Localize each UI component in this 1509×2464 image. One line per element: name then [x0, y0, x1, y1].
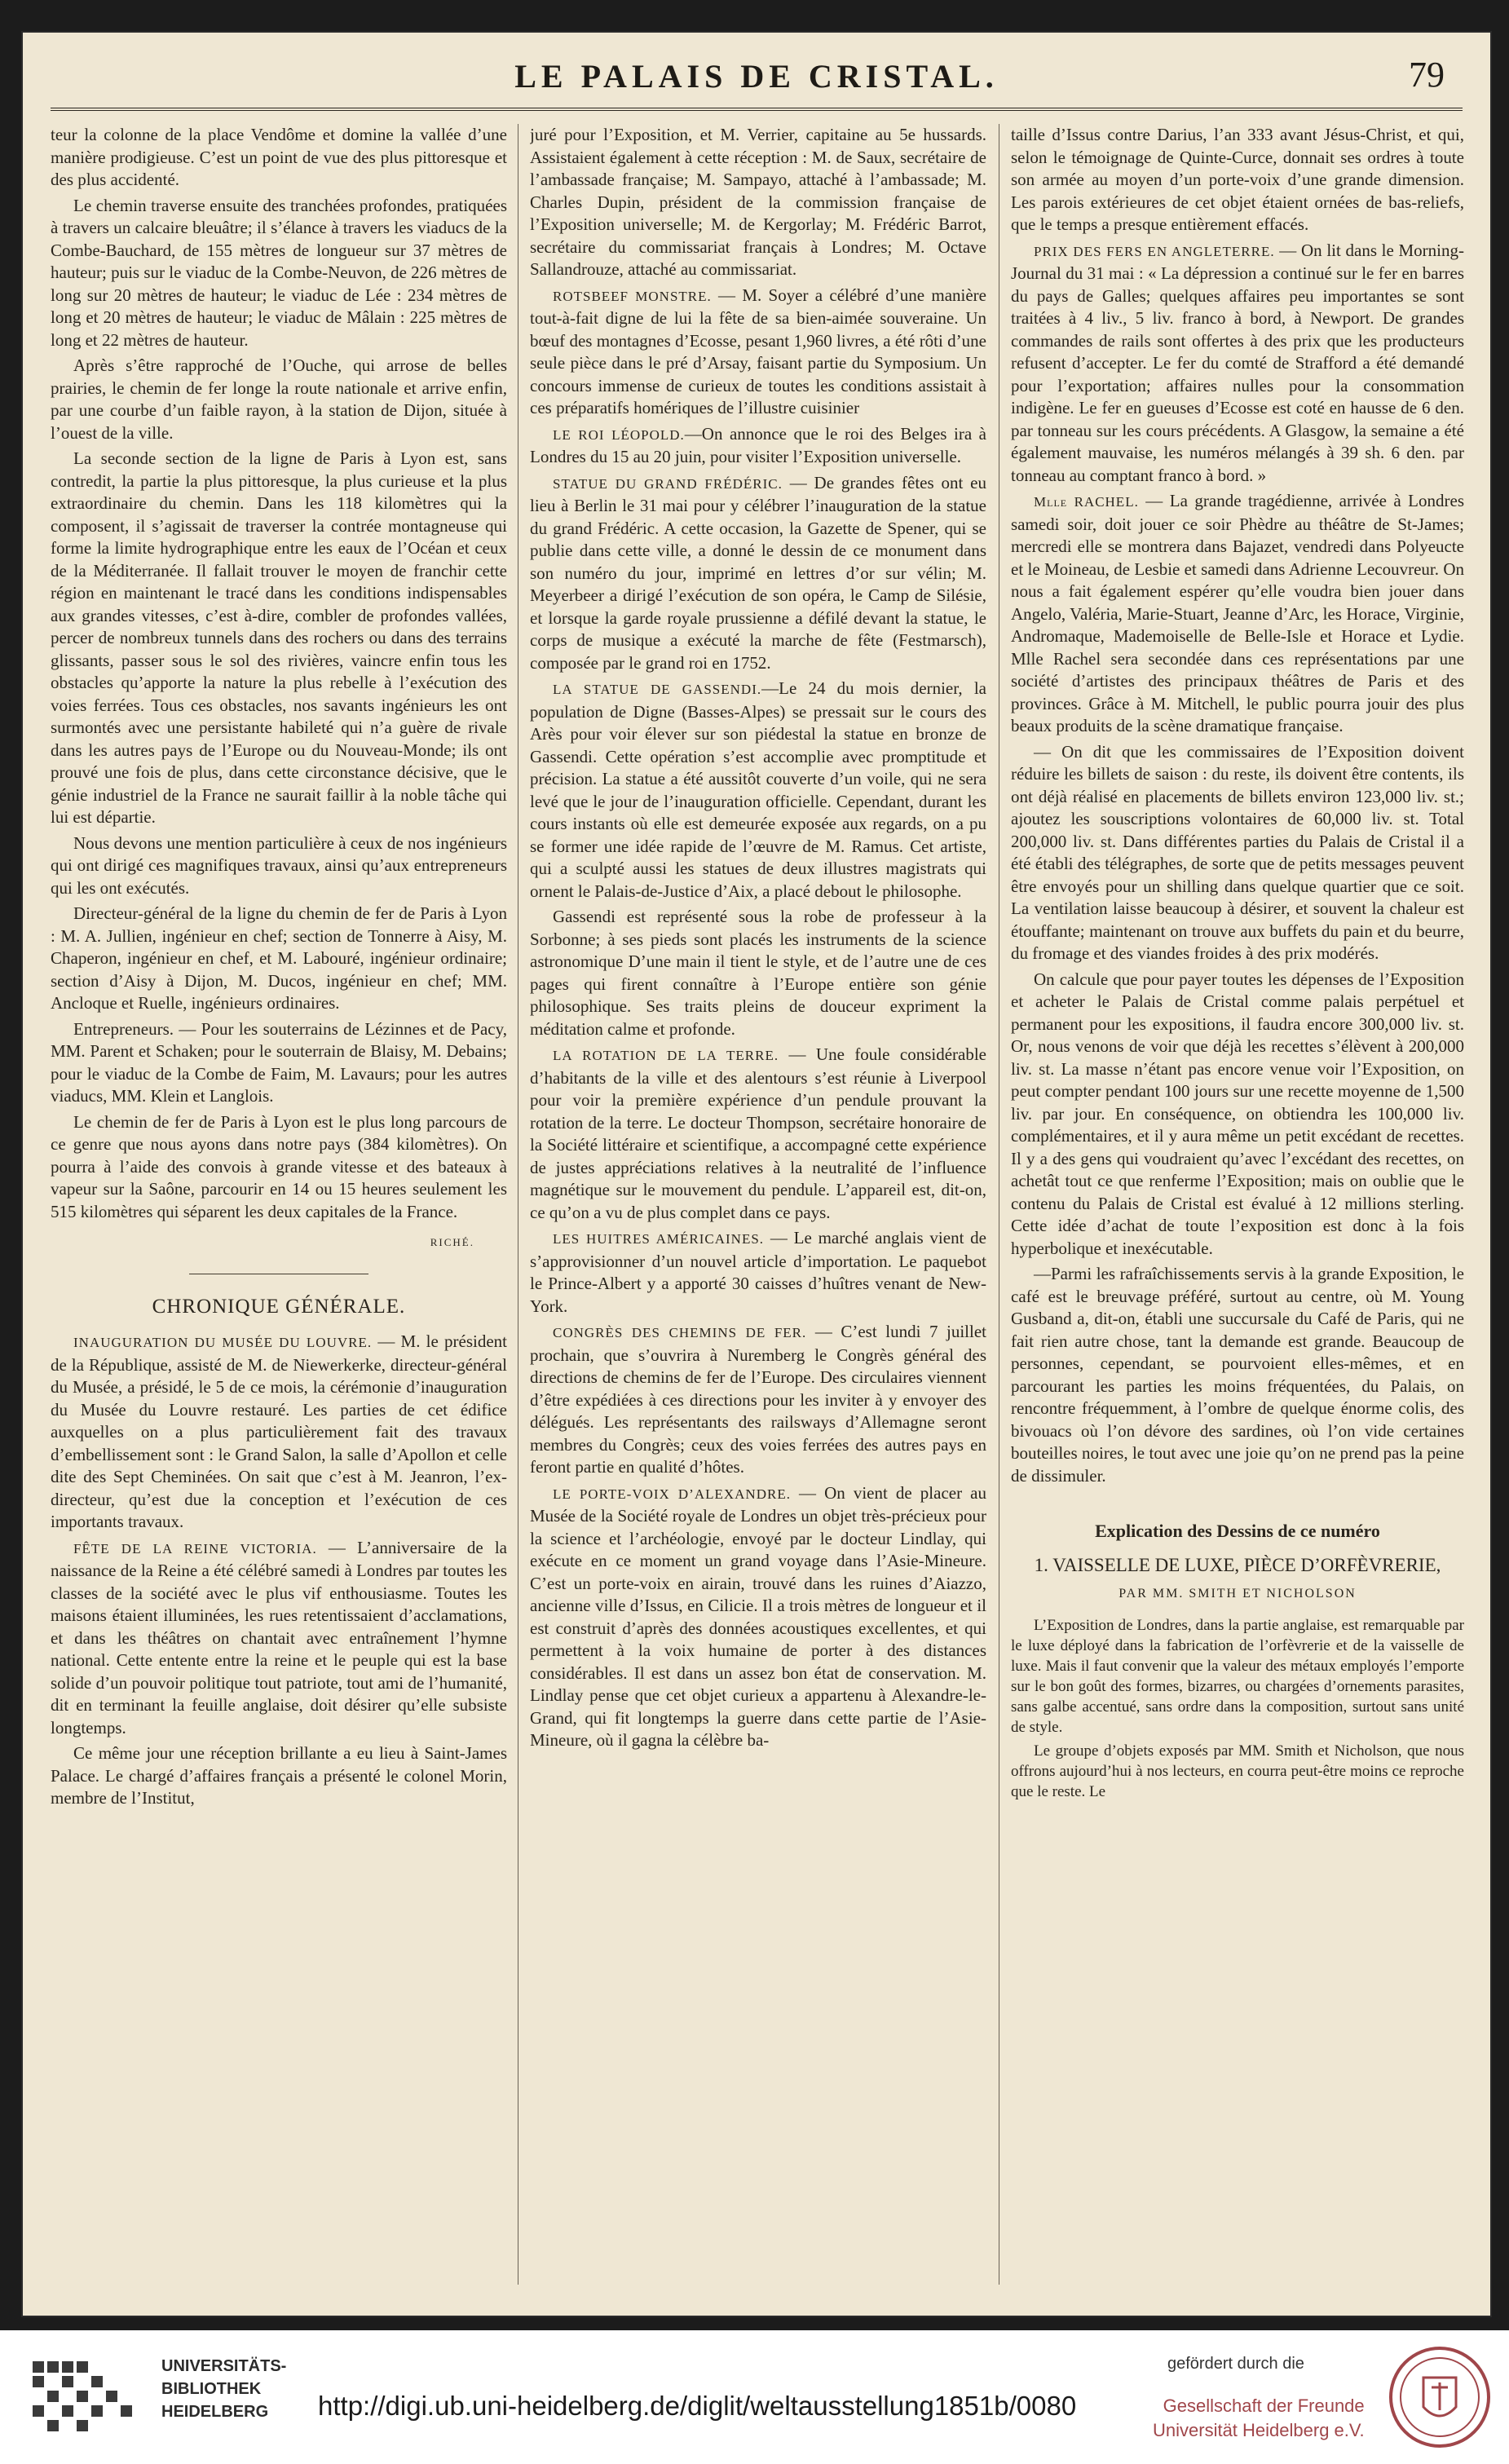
paragraph: taille d’Issus contre Darius, l’an 333 avant Jésus-Christ, et qui, selon le témoignage de Quinte-Curce, donnait ses ordres à toute son armée au moyen d’un porte-voix d’une grande dimension. Les parois extérieures de cet objet étaient ornées de bas-reliefs, que le temps a presque entièrement effacés.	[1011, 125, 1464, 234]
news-item-lead: FÊTE DE LA REINE VICTORIA.	[73, 1540, 317, 1557]
paragraph: juré pour l’Exposition, et M. Verrier, capitaine au 5e hussards. Assistaient également à cette réception : M. de Saux, secrétaire de l’ambassade française; M. Sampayo, attaché à l’ambassade; M. Charles Dupin, président de la commission française de l’Exposition universelle; M. de Kergorlay; M. Frédéric Barrot, secrétaire du commissariat français à Londres; M. Octave Sallandrouze, attaché au commissariat.	[530, 125, 986, 279]
news-item	[51, 1537, 507, 1740]
news-item-lead: CONGRÈS DES CHEMINS DE FER.	[553, 1325, 807, 1340]
news-item	[530, 423, 986, 469]
news-item	[1011, 490, 1464, 738]
news-item-lead: LA ROTATION DE LA TERRE.	[553, 1048, 779, 1063]
news-item	[530, 472, 986, 675]
paragraph: L’Exposition de Londres, dans la partie anglaise, est remarquable par le luxe déployé dans la fabrication de l’orfèvrerie et de la vaisselle de luxe. Mais il faut convenir que la valeur des métaux employés l’emporte sur le bon goût des formes, bizarres, ou chargées d’ornements parasites, sans galbe accentué, sans ordre dans la composition, surtout sans unité de style.	[1011, 1616, 1464, 1736]
news-item	[530, 1227, 986, 1318]
page-number: 79	[1409, 55, 1445, 95]
news-item-lead: LA STATUE DE GASSENDI.	[553, 682, 762, 697]
section-heading: CHRONIQUE GÉNÉRALE.	[152, 1295, 406, 1318]
news-item-text: — C’est lundi 7 juillet prochain, que s’ouvrira à Nuremberg le Congrès général des directions de chemins de fer de l’Europe. Des circulaires viennent d’être expédiées à ces directions pour les inviter à y envoyer des délégués. Les représentants des railsways d’Allemagne seront membres du Congrès; ceux des voies ferrées des autres pays en feront partie en qualité d’hôtes.	[530, 1322, 986, 1477]
news-item	[530, 285, 986, 420]
paragraph: La seconde section de la ligne de Paris à Lyon est, sans contredit, la partie la plus pittoresque, la plus curieuse et la plus extraordinaire du chemin. Dans les 118 kilomètres qui la composent, il s’agissait de traverser la contrée montagneuse qui forme la limite hydrographique entre les eaux de l’Océan et ceux de la Méditerranée. Il fallait trouver le moyen de franchir cette région en maintenant le tracé dans les conditions indispensables aux grandes vitesses, c’est à-dire, combler de profondes vallées, percer de nombreux tunnels dans des rochers ou dans des terrains glissants, passer sous le sol des rivières, vaincre enfin tous les obstacles qu’apporte la nature la plus rebelle à l’exécution des voies ferrées. Tous ces obstacles, nos savants ingénieurs les ont surmontés avec une persistante habileté qui n’a guère de rivale dans les autres pays de l’Europe ou du Nouveau-Monde; ils ont prouvé une fois de plus, dans cette circonstance décisive, que le génie industriel de la France ne saurait faillir à la noble tâche qui lui est départie.	[51, 448, 507, 827]
news-item	[530, 1044, 986, 1224]
news-item-text: — On lit dans le Morning-Journal du 31 mai : « La dépression a continué sur le fer en barres du pays de Galles; quelques affaires peu importantes se sont traitées à 4 liv., 5 liv. franco à bord, à Newport. De grandes commandes de rails sont offertes à des prix que les producteurs refusent d’accepter. Le fer du comté de Strafford a été demandé pour l’exportation; affaires nulles pour la consommation indigène. Le fer en gueuses d’Ecosse est coté en hausse de 6 den. par tonneau sur les cours précédents. A Glasgow, la semaine a été également mauvaise, les numéros mélangés à 39 sh. 6 den. par tonneau au comptant franco à bord. »	[1011, 240, 1464, 485]
paragraph: Le chemin de fer de Paris à Lyon est le plus long parcours de ce genre que nous ayons dans notre pays (384 kilomètres). On pourra à l’aide des convois à grande vitesse et des bateaux à vapeur sur la Saône, parcourir en 14 ou 15 heures seulement les 515 kilomètres qui séparent les deux capitales de la France.	[51, 1111, 507, 1221]
paragraph: Nous devons une mention particulière à ceux de nos ingénieurs qui ont dirigé ces magnifiques travaux, ainsi qu’aux entrepreneurs qui les ont exécutés.	[51, 832, 507, 898]
news-item-lead: LE PORTE-VOIX D’ALEXANDRE.	[553, 1486, 791, 1502]
news-item-text: — On vient de placer au Musée de la Société royale de Londres un objet très-précieux pour la science et l’archéologie, envoyé par le docteur Lindlay, qui exécute en ce moment un grand voyage dans l’Asie-Mineure. C’est un porte-voix en airain, trouvé dans les ruines d’Aiazzo, ancienne ville d’Issus, en Cilicie. Il a trois mètres de longueur et il est construit d’après des données acoustiques excellentes, et qui permettent à la voix humaine de porter à des distances considérables. Il est dans un assez bon état de conservation. M. Lindlay pense que cet objet curieux a appartenu à Alexandre-le-Grand, qui fit longtemps la guerre dans cette partie de l’Asie-Mineure, où il gagna la célèbre ba-	[530, 1482, 986, 1750]
news-item-lead: INAUGURATION DU MUSÉE DU LOUVRE.	[73, 1335, 373, 1350]
header-rule	[51, 108, 1463, 111]
university-seal-icon	[1388, 2345, 1492, 2449]
running-head	[23, 51, 1490, 99]
paragraph: Après s’être rapproché de l’Ouche, qui arrose de belles prairies, le chemin de fer longe la route nationale et arrive enfin, par une courbe d’un faible rayon, à la station de Dijon, située à l’ouest de la ville.	[51, 355, 507, 443]
news-item-text: — Une foule considérable d’habitants de la ville et des alentours s’est réunie à Liverpool pour voir la première expérience d’un pendule prouvant la rotation de la terre. Le docteur Thompson, secrétaire honoraire de la Société littéraire et scientifique, a accompagné cette expérience de justes appréciations relatives à la neutralité de l’influence magnétique sur le mouvement du pendule. L’appareil est, dit-on, ce qu’on a vu de plus complet dans ce pays.	[530, 1044, 986, 1222]
paragraph: Entrepreneurs. — Pour les souterrains de Lézinnes et de Pacy, MM. Parent et Schaken; pour le souterrain de Blaisy, M. Debains; pour le viaduc de la Combe de Faim, M. Lavaurs; pour les autres viaducs, MM. Klein et Langlois.	[51, 1018, 507, 1106]
newspaper-page	[23, 33, 1490, 2316]
paragraph: Gassendi est représenté sous la robe de professeur à la Sorbonne; à ses pieds sont placés les instruments de la science astronomique D’une main il tient le style, et de l’autre une de ces pages qui firent connaître à l’Europe entière son génie philosophique. Ses traits pleins de douceur expriment la méditation calme et profonde.	[530, 907, 986, 1039]
news-item-lead: STATUE DU GRAND FRÉDÉRIC.	[553, 475, 783, 492]
funded-by-label: gefördert durch die	[1167, 2355, 1304, 2373]
column-3	[1011, 124, 1464, 2285]
column-1	[51, 124, 507, 2285]
news-item	[530, 678, 986, 903]
news-item	[51, 1331, 507, 1534]
permalink-url[interactable]: http://digi.ub.uni-heidelberg.de/diglit/weltausstellung1851b/0080	[318, 2391, 1077, 2421]
viewer-footer	[0, 2330, 1509, 2464]
paragraph: Le chemin traverse ensuite des tranchées profondes, pratiquées à travers un calcaire bleuâtre; il s’élance à travers les viaducs de la Combe-Bauchard, de 155 mètres de longueur sur 37 mètres de hauteur; puis sur le viaduc de la Combe-Neuvon, de 226 mètres de long sur 20 mètres de hauteur; le viaduc de Lée : 234 mètres de long et 20 mètres de hauteur; le viaduc de Mâlain : 225 mètres de long et 22 mètres de hauteur.	[51, 195, 507, 350]
news-item-lead: LES HUITRES AMÉRICAINES.	[553, 1231, 765, 1247]
news-item	[530, 1482, 986, 1752]
news-item-text: —Le 24 du mois dernier, la population de Digne (Basses-Alpes) se pressait sur le cours des Arès pour voir élever sur son piédestal la statue en bronze de Gassendi. Cette opération s’est accomplie avec promptitude et précision. La statue a été aussitôt couverte d’un voile, qui ne sera levé que le jour de l’inauguration officielle. Cependant, durant les cours instants où elle est demeurée exposée aux regards, on a pu se former une idée rapide de l’œuvre de M. Ramus. Cet artiste, qui a sculpté aussi les statues de deux illustres magistrats qui ornent le Palais-de-Justice d’Aix, a placé debout le philosophe.	[530, 678, 986, 901]
paragraph: On calcule que pour payer toutes les dépenses de l’Exposition et acheter le Palais de Cristal comme palais perpétuel et permanent pour les expositions, il faudra encore 300,000 liv. st. Or, nous venons de voir que déjà les recettes s’élèvent à 200,000 liv. st. La masse n’étant pas encore venue voir l’Exposition, on peut compter pendant 100 jours sur une recette moyenne de 1,500 liv. par jour. En conséquence, on obtiendra les 100,000 liv. complémentaires, et il y aura même un petit excédant de recettes. Il y a des gens qui voudraient qu’avec l’excédant des recettes, on achetât tout ce que renferme l’Exposition; mais on oublie que le contenu du Palais de Cristal est évalué à 12 millions sterling. Cette idée d’achat de toute l’exposition est donc à la fois hyperbolique et inexécutable.	[1011, 969, 1464, 1258]
news-item-lead: LE ROI LÉOPOLD.	[553, 426, 685, 443]
news-item-text: —On annonce que le roi des Belges ira à Londres du 15 au 20 juin, pour visiter l’Exposition universelle.	[530, 423, 986, 466]
news-item-text: — L’anniversaire de la naissance de la Reine a été célébré samedi à Londres par toutes les classes de la société avec le plus vif enthousiasme. Toutes les maisons étaient illuminées, les rues retentissaient d’acclamations, et dans les théâtres on chantait avec entraînement l’hymne national. Cette entente entre la reine et le peuple qui est la base solide d’un pouvoir politique tout patriote, tout ami de l’humanité, dit en terminant la feuille anglaise, doit désirer qu’elle subsiste longtemps.	[51, 1537, 507, 1738]
news-item-text: — La grande tragédienne, arrivée à Londres samedi soir, doit jouer ce soir Phèdre au théâtre de St-James; mercredi elle se montrera dans Bajazet, vendredi dans Polyeucte et le Moineau, de Lesbie et samedi dans Adrienne Lecouvreur. On nous a fait également espérer qu’elle voudra bien jouer dans Angelo, Valéria, Marie-Stuart, Jeanne d’Arc, les Horace, Virginie, Andromaque, Mademoiselle de Belle-Isle et Horace et Lydie. Mlle Rachel sera secondée dans ces représentations par une société d’artistes des principaux théâtres de Paris et des provinces. Grâce à M. Mitchell, le public pourra jouir des plus beaux produits de la scène dramatique française.	[1011, 491, 1464, 735]
plate-item-title: 1. VAISSELLE DE LUXE, PIÈCE D’ORFÈVRERIE,	[1034, 1554, 1441, 1575]
news-item-text: — De grandes fêtes ont eu lieu à Berlin le 31 mai pour y célébrer l’inauguration de la statue du grand Frédéric. A cette occasion, la Gazette de Spener, qui se publie dans cette ville, a donné le dessin de ce monument dans son numéro du jour, imprimé en lettres d’or sur vélin; M. Meyerbeer a dirigé l’exécution de son opéra, le Camp de Silésie, et lorsque la garde royale prussienne a défilé devant la statue, le corps de musique a exécuté la marche de fête (Festmarsch), composée par le grand roi en 1752.	[530, 472, 986, 673]
sponsor-name[interactable]: Gesellschaft der Freunde Universität Heidelberg e.V.	[1153, 2396, 1365, 2440]
column-2	[530, 124, 986, 2285]
library-logo-icon[interactable]	[28, 2353, 150, 2443]
plate-author: PAR MM. SMITH ET NICHOLSON	[1119, 1587, 1357, 1601]
library-name[interactable]: UNIVERSITÄTS- BIBLIOTHEK HEIDELBERG	[161, 2357, 287, 2421]
paragraph: Directeur-général de la ligne du chemin de fer de Paris à Lyon : M. A. Jullien, ingénieur en chef; section de Tonnerre à Aisy, M. Chaperon, ingénieur en chef, et M. Labouré, ingénieur ordinaire; section d’Aisy à Dijon, M. Ducos, ingénieur en chef; MM. Ancloque et Ruelle, ingénieurs ordinaires.	[51, 903, 507, 1013]
paragraph: —Parmi les rafraîchissements servis à la grande Exposition, le café est le breuvage préféré, surtout au centre, où M. Young Gusband a, dit-on, établi une succursale du Café de Paris, qui ne fait rien autre chose, tant la demande est grande. Beaucoup de personnes, cependant, se pourvoient elles-mêmes, et en parcourant les parties les moins fréquentées, du Palais, on rencontre fréquemment, à l’ombre de quelque énorme colis, des bivouacs où l’on dévore des sardines, où l’on vide certaines bouteilles noires, le tout avec une joie qu’on ne prend pas la peine de dissimuler.	[1011, 1264, 1464, 1486]
news-item-lead: Mlle RACHEL.	[1034, 494, 1139, 510]
news-item-text: — M. le président de la République, assisté de M. de Niewerkerke, directeur-général du Musée, a présidé, le 5 de ce mois, la cérémonie d’inauguration du Musée du Louvre restauré. Les parties de cet édifice auxquelles on a plus particulièrement fait des travaux d’embellissement sont : le Grand Salon, la salle d’Apollon et celle dite des Sept Cheminées. On sait que c’est à M. Jeanron, l’ex-directeur, qu’est due la conception et l’exécution de ces importants travaux.	[51, 1331, 507, 1531]
news-item	[530, 1321, 986, 1479]
author-signature: RICHÉ.	[430, 1236, 474, 1248]
paragraph: Le groupe d’objets exposés par MM. Smith et Nicholson, que nous offrons aujourd’hui à nos lecteurs, en courra peut-être moins ce reproche que le reste. Le	[1011, 1742, 1464, 1800]
news-item-lead: ROTSBEEF MONSTRE.	[553, 288, 712, 304]
news-item	[1011, 240, 1464, 488]
paragraph: Ce même jour une réception brillante a eu lieu à Saint-James Palace. Le chargé d’affaires français a présenté le colonel Morin, membre de l’Institut,	[51, 1743, 507, 1808]
news-item-text: — Le marché anglais vient de s’approvisionner d’un nouvel article d’importation. Le paquebot le Prince-Albert y a apporté 30 caisses d’huîtres venant de New-York.	[530, 1228, 986, 1316]
news-item-lead: PRIX DES FERS EN ANGLETERRE.	[1034, 243, 1275, 259]
page-title: LE PALAIS DE CRISTAL.	[514, 58, 999, 95]
plates-heading: Explication des Dessins de ce numéro	[1095, 1521, 1380, 1541]
paragraph: — On dit que les commissaires de l’Exposition doivent réduire les billets de saison : du reste, ils doivent être contents, ils ont déjà réalisé en placements de billets environ 123,000 liv. st.; ajoutez les souscriptions volontaires de 60,000 liv. st. Total 200,000 liv. st. Dans différentes parties du Palais de Cristal il a été établi des télégraphes, de sorte que de petits messages peuvent être envoyés pour un shilling dans quelque quartier que ce soit. La ventilation laisse beaucoup à désirer, et souvent la chaleur est étouffante; maintenant on trouve aux buffets du pain et du beurre, du fromage et des viandes froides à des prix modérés.	[1011, 741, 1464, 963]
paragraph: teur la colonne de la place Vendôme et domine la vallée d’une manière prodigieuse. C’est un point de vue des plus pittoresque et des plus accidenté.	[51, 125, 507, 189]
news-item-text: — M. Soyer a célébré d’une manière tout-à-fait digne de lui la fête de sa bien-aimée souveraine. Un bœuf des montagnes d’Ecosse, pesant 1,960 livres, a été rôti d’une seule pièce dans le pré d’Arsay, faisant partie du Symposium. Un concours immense de curieux de toutes les conditions assistait à ces préparatifs homériques de l’illustre cuisinier	[530, 285, 986, 417]
